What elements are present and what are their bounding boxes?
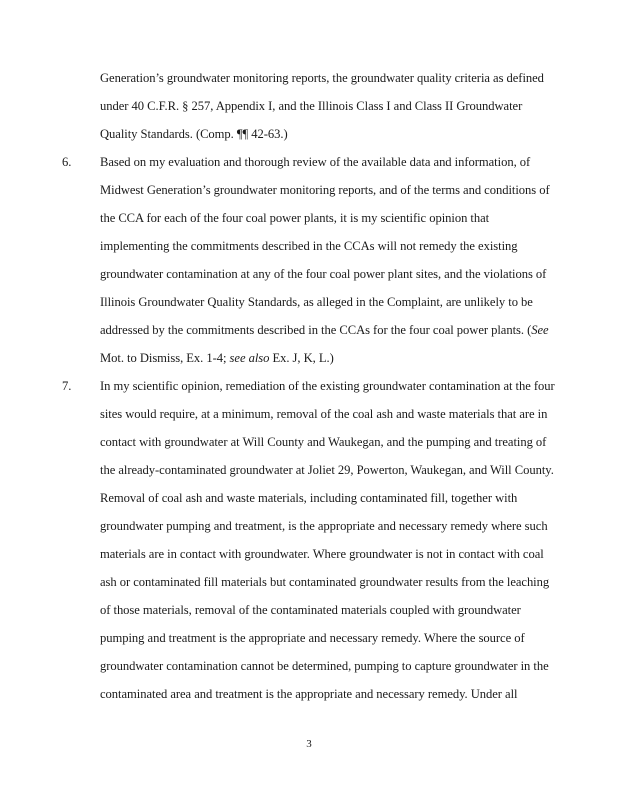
text-line: the CCA for each of the four coal power plants, it is my scientific opinion that [100,211,490,225]
page-number: 3 [306,738,312,750]
text-line: Based on my evaluation and thorough review of the available data and information, of [100,155,531,169]
text-line: Midwest Generation’s groundwater monitoring reports, and of the terms and conditions of [100,183,550,197]
text-line: In my scientific opinion, remediation of the existing groundwater contamination at the four [100,379,555,393]
text-line: Illinois Groundwater Quality Standards, as alleged in the Complaint, are unlikely to be [100,295,533,309]
paragraph-number: 7. [62,379,72,393]
text-line: pumping and treatment is the appropriate and necessary remedy. Where the source of [100,631,525,645]
text-line: implementing the commitments described in the CCAs will not remedy the existing [100,239,518,253]
text-line: contact with groundwater at Will County and Waukegan, and the pumping and treating of [100,435,547,449]
text-line: addressed by the commitments described in the CCAs for the four coal power plants. (See [100,323,549,337]
paragraph-number: 6. [62,155,72,169]
text-line: ash or contaminated fill materials but contaminated groundwater results from the leaching [100,575,550,589]
text-line: groundwater contamination at any of the four coal power plant sites, and the violations of [100,267,547,281]
text-line: Mot. to Dismiss, Ex. 1-4; see also Ex. J, K, L.) [100,351,334,365]
text-line: of those materials, removal of the contaminated materials coupled with groundwater [100,603,521,617]
text-line: Removal of coal ash and waste materials, including contaminated fill, together with [100,491,518,505]
text-line: groundwater contamination cannot be determined, pumping to capture groundwater in the [100,659,549,673]
text-line: groundwater pumping and treatment, is the appropriate and necessary remedy where such [100,519,548,533]
text-line: sites would require, at a minimum, removal of the coal ash and waste materials that are in [100,407,548,421]
text-line: materials are in contact with groundwater. Where groundwater is not in contact with coal [100,547,544,561]
text-line: under 40 C.F.R. § 257, Appendix I, and the Illinois Class I and Class II Groundwater [100,99,523,113]
text-line: Quality Standards. (Comp. ¶¶ 42-63.) [100,127,288,141]
text-line: the already-contaminated groundwater at Joliet 29, Powerton, Waukegan, and Will County. [100,463,554,477]
text-line: Generation’s groundwater monitoring reports, the groundwater quality criteria as defined [100,71,544,85]
text-line: contaminated area and treatment is the appropriate and necessary remedy. Under all [100,687,518,701]
